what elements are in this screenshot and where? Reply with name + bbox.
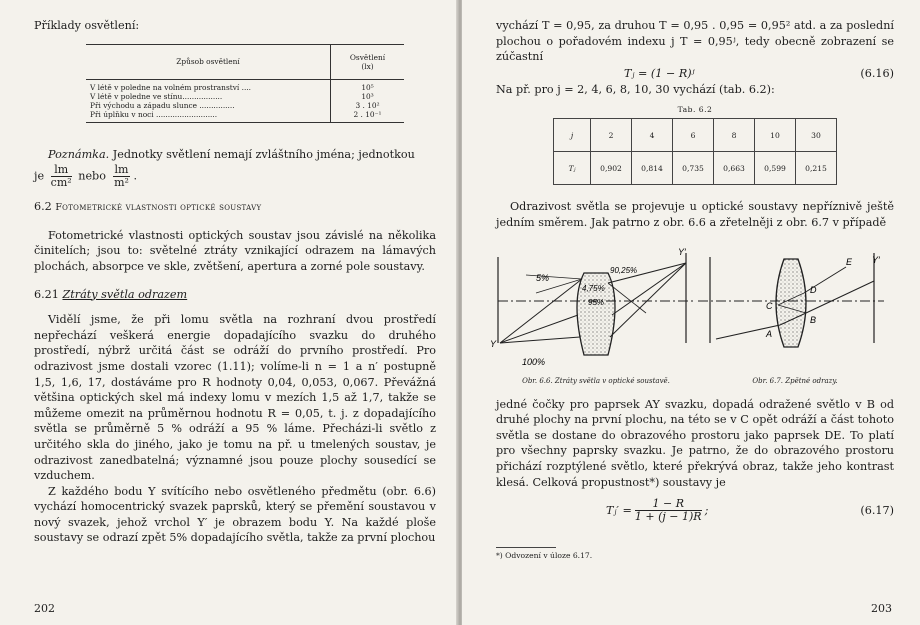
subsection-title: Ztráty světla odrazem [62, 287, 188, 301]
figure-6-7 [696, 243, 894, 385]
table-cell: 8 [714, 119, 755, 152]
footnote-rule [496, 547, 556, 548]
paragraph: Z každého bodu Y svítícího nebo osvětleného předmětu (obr. 6.6) vychází homocentrický svazek paprsků, který se přemění soustavou v nový svazek, jehož vrchol Y′ je obrazem bodu Y. Na každé ploše soustavy se odrazí zpět 5% dopadajícího světla, takže za první plochou [34, 484, 436, 545]
equation-6-16 [496, 67, 894, 80]
illumination-table [86, 44, 404, 123]
section-heading: 6.2 Fotometrické vlastnosti optické soustavy [34, 200, 262, 214]
note-units: je $\frac{lm}{\text{cm²}}$ nebo $\frac{lm}{\text{m²}}$ . [34, 163, 138, 190]
fig-label: A [766, 328, 773, 339]
paragraph: Fotometrické vlastnosti optických soustav jsou závislé na několika činitelích; jsou to: světelné ztráty vznikající odrazem na lámavých plochách, absorpce ve skle, zvětšení, apertura a zorné pole soustavy. [34, 228, 436, 273]
paragraph: Na př. pro j = 2, 4, 6, 8, 10, 30 vychází (tab. 6.2): [496, 82, 775, 96]
fig-label: Y′ [872, 254, 880, 265]
figure-caption: Obr. 6.6. Ztráty světla v optické soustavě. [522, 376, 670, 385]
footnote: *) Odvození v úloze 6.17. [496, 551, 593, 561]
table-row-value: 2 . 10⁻¹ [353, 109, 382, 119]
table-cell: 0,735 [673, 152, 714, 185]
equation-6-17 [496, 498, 894, 523]
section-title: Fotometrické vlastnosti optické soustavy [55, 202, 262, 214]
page-number: 202 [34, 602, 55, 615]
equation-number: (6.17) [860, 504, 894, 518]
figures-row [490, 243, 894, 385]
loss-diagram [490, 243, 696, 373]
table-caption: Tab. 6.2 [677, 105, 713, 115]
table-cell: 4 [632, 119, 673, 152]
fig-label: B [810, 314, 817, 325]
table-row-label: V létě v poledne ve stínu................. [86, 92, 331, 101]
table-row-value: 10⁵ [361, 82, 374, 92]
table-cell: 10 [755, 119, 796, 152]
subsection-heading: 6.21 Ztráty světla odrazem [34, 287, 188, 301]
reflection-diagram [696, 243, 886, 373]
fig-label: E [846, 256, 853, 267]
table-row-label: V létě v poledne na volném prostranství .... [86, 79, 331, 92]
paragraph: Vidělí jsme, že při lomu světla na rozhraní dvou prostředí nepřechází veškerá energie dopadajícího svazku do druhého prostředí, nýbrž určitá část se odráží do prvního prostředí. Pro odrazivost jsme dostali vzorec (1.11); volíme-li n = 1 a n′ postupně 1,5, 1,6, 17, dostáváme pro R hodnoty 0,04, 0,053, 0,067. Převážná většina optických skel má indexy lomu v mezích 1,5 až 1,7, takže se můžeme omezit na průměrnou hodnotu R = 0,05, t. j. z dopadajícího světla se průměrně 5 % odráží a 95 % láme. Přecházi-li světlo z určitého skla do jiného, jako je tomu na př. u tmelených soustav, je odrazivost zanedbatelná; významné jsou pouze plochy sousedící se vzduchem. [34, 313, 436, 483]
table-cell: 6 [673, 119, 714, 152]
fig-label: 5% [536, 272, 550, 283]
table-cell: 30 [796, 119, 837, 152]
table-cell: 0,663 [714, 152, 755, 185]
equation: Tⱼ = (1 − R)ʲ [624, 66, 695, 80]
table-cell: 2 [591, 119, 632, 152]
table-row-label: Při východu a západu slunce ............... [86, 101, 331, 110]
examples-heading: Příklady osvětlení: [34, 19, 140, 32]
equation-fraction: $\frac{1 - R}{1 + (j - 1)R}$ [634, 497, 702, 524]
table-row-head: j [554, 119, 591, 152]
page-number: 203 [871, 602, 892, 615]
fig-label: 100% [522, 356, 546, 367]
paragraph: vychází T = 0,95, za druhou T = 0,95 . 0,95 = 0,95² atd. a za poslední plochou o pořadovém indexu j T = 0,95ʲ, tedy obecně zobrazení se zúčastní [496, 19, 894, 64]
left-page [0, 0, 458, 625]
table-header-method: Způsob osvětlení [86, 44, 331, 79]
fig-label: 4,75% [582, 283, 605, 293]
table-row-value: 10³ [361, 91, 374, 101]
note-paragraph [34, 147, 436, 163]
table-row-value: 3 . 10² [355, 100, 380, 110]
figure-caption: Obr. 6.7. Zpětné odrazy. [752, 376, 838, 385]
table-row-head: Tⱼ [554, 152, 591, 185]
table-cell: 0,814 [632, 152, 673, 185]
figure-6-6 [490, 243, 696, 385]
table-row-label: Při úplňku v noci .......................... [86, 110, 331, 123]
paragraph: Odrazivost světla se projevuje u optické soustavy nepříznivě ještě jedním směrem. Jak patrno z obr. 6.6 a zřetelněji z obr. 6.7 v případě [496, 200, 894, 229]
table-header-illumination: Osvětlení (lx) [331, 44, 405, 79]
equation: Tⱼ′ = $\frac{1 - R}{1 + (j - 1)R}$ ; [606, 497, 709, 524]
note-label: Poznámka. [48, 147, 110, 161]
fig-label: 95% [588, 297, 605, 307]
fig-label: Y [490, 338, 497, 349]
table-cell: 0,599 [755, 152, 796, 185]
right-page [462, 0, 920, 625]
table-cell: 0,902 [591, 152, 632, 185]
fig-label: Y′ [678, 246, 686, 257]
note-text: Jednotky světlení nemají zvláštního jména; jednotkou [109, 147, 415, 161]
fig-label: C [766, 300, 773, 311]
fig-label: D [810, 284, 817, 295]
unit-fraction-cm: $\frac{lm}{\text{cm²}}$ [50, 163, 72, 190]
fig-label: 90,25% [610, 265, 638, 275]
paragraph: jedné čočky pro paprsek AY svazku, dopadá odražené světlo v B od druhé plochy na první plochu, na této se v C opět odráží a část tohoto světla se dostane do obrazového prostoru jako paprsek DE. To platí pro všechny paprsky svazku. Je patrno, že do obrazového prostoru přichází rozptýlené světlo, které překrývá obraz, takže jeho kontrast klesá. Celková propustnost*) soustavy je [496, 397, 894, 489]
unit-fraction-m: $\frac{lm}{\text{m²}}$ [114, 163, 129, 190]
equation-number: (6.16) [860, 66, 894, 80]
table-cell: 0,215 [796, 152, 837, 185]
transmission-table [553, 118, 837, 185]
